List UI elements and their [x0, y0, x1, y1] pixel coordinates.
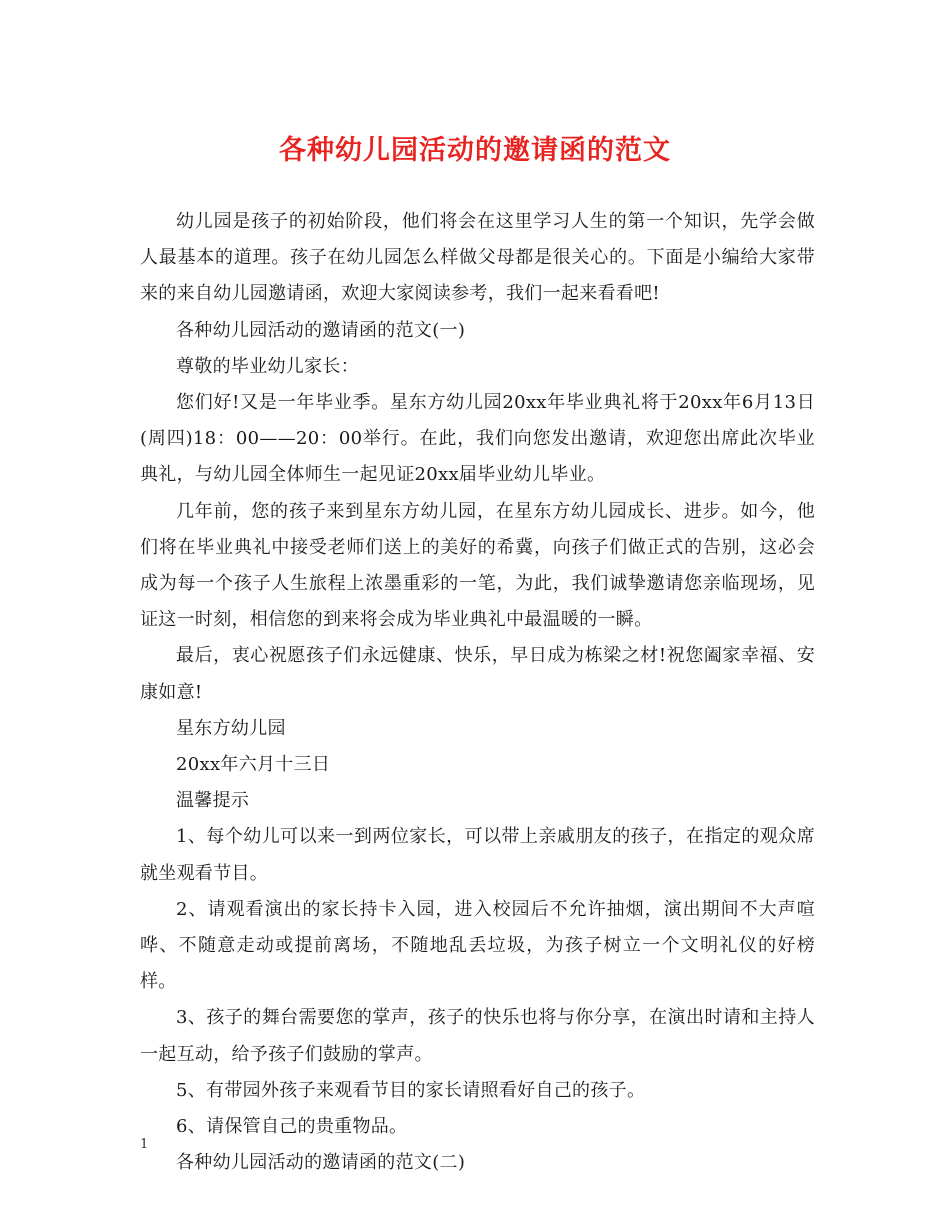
document-title: 各种幼儿园活动的邀请函的范文	[279, 135, 671, 166]
tip-item: 3、孩子的舞台需要您的掌声，孩子的快乐也将与你分享，在演出时请和主持人一起互动，给予孩子们鼓励的掌声。	[140, 1007, 815, 1065]
tip-item: 6、请保管自己的贵重物品。	[176, 1116, 408, 1138]
paragraph-closing: 最后，衷心祝愿孩子们永远健康、快乐，早日成为栋梁之材!祝您阖家幸福、安康如意!	[140, 645, 815, 703]
salutation: 尊敬的毕业幼儿家长：	[176, 355, 359, 377]
paragraph-greeting: 您们好!又是一年毕业季。星东方幼儿园20xx年毕业典礼将于20xx年6月13日(周四)18：00——20：00举行。在此，我们向您发出邀请，欢迎您出席此次毕业典礼，与幼儿园全体师生一起见证20xx届毕业幼儿毕业。	[140, 392, 815, 486]
document-body	[140, 204, 815, 1181]
paragraph-invitation: 几年前，您的孩子来到星东方幼儿园，在星东方幼儿园成长、进步。如今，他们将在毕业典礼中接受老师们送上的美好的希冀，向孩子们做正式的告别，这必会成为每一个孩子人生旅程上浓墨重彩的一笔，为此，我们诚挚邀请您亲临现场，见证这一时刻，相信您的到来将会成为毕业典礼中最温暖的一瞬。	[140, 500, 815, 631]
paragraph-intro: 幼儿园是孩子的初始阶段，他们将会在这里学习人生的第一个知识，先学会做人最基本的道理。孩子在幼儿园怎么样做父母都是很关心的。下面是小编给大家带来的来自幼儿园邀请函，欢迎大家阅读参考，我们一起来看看吧!	[140, 211, 815, 305]
section-heading-one: 各种幼儿园活动的邀请函的范文(一)	[176, 319, 466, 341]
signature-date: 20xx年六月十三日	[176, 754, 331, 776]
signature-org: 星东方幼儿园	[176, 717, 286, 739]
page-number: 1	[140, 1137, 149, 1152]
section-heading-two: 各种幼儿园活动的邀请函的范文(二)	[176, 1152, 466, 1174]
tips-heading: 温馨提示	[176, 790, 250, 812]
tip-item: 2、请观看演出的家长持卡入园，进入校园后不允许抽烟，演出期间不大声喧哗、不随意走动或提前离场，不随地乱丢垃圾，为孩子树立一个文明礼仪的好榜样。	[140, 898, 815, 993]
tip-item: 1、每个幼儿可以来一到两位家长，可以带上亲戚朋友的孩子，在指定的观众席就坐观看节目。	[140, 826, 815, 884]
tip-item: 5、有带园外孩子来观看节目的家长请照看好自己的孩子。	[176, 1079, 646, 1101]
